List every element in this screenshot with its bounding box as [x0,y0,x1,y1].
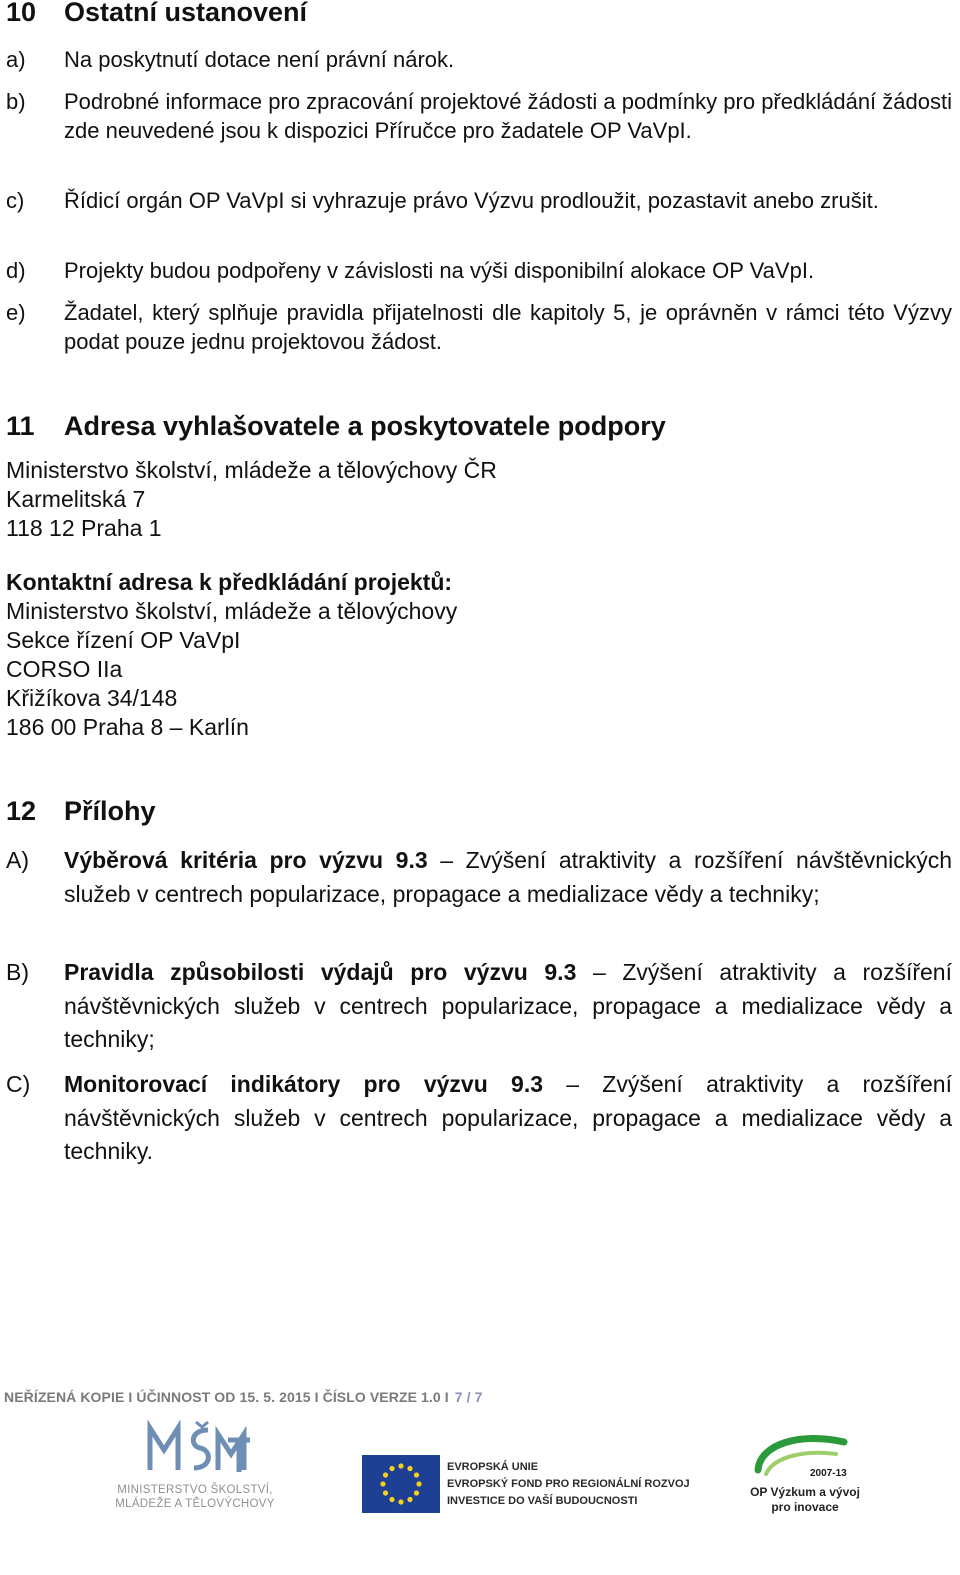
item-label: B) [6,959,29,985]
op-vavpi-logo [740,1430,870,1520]
item-label: A) [6,847,29,873]
eu-line: EVROPSKÁ UNIE [447,1461,539,1473]
op-swoosh-icon [740,1430,870,1482]
attachment-title: Monitorovací indikátory pro výzvu 9.3 [64,1071,543,1097]
attachment-title: Pravidla způsobilosti výdajů pro výzvu 9.3 [64,959,577,985]
msmt-logo-text [100,1483,290,1511]
item-label: e) [6,300,26,325]
address-line: Křižíkova 34/148 [6,685,178,711]
eu-line: EVROPSKÝ FOND PRO REGIONÁLNÍ ROZVOJ [447,1478,690,1490]
eu-line: INVESTICE DO VAŠÍ BUDOUCNOSTI [447,1495,638,1507]
section-title: Adresa vyhlašovatele a poskytovatele podpory [64,411,666,441]
item-label: C) [6,1071,31,1097]
attachment-text: – Zvýšení atraktivity a rozšíření návštěvnických služeb v centrech popularizace, propagace a medializace vědy a techniky. [64,1071,952,1164]
op-logo-text [740,1485,870,1515]
msmt-line: MINISTERSTVO ŠKOLSTVÍ, [117,1484,273,1496]
msmt-logo [100,1420,290,1520]
contact-address [6,568,457,742]
attachment-item [6,956,952,1057]
list-item [6,298,952,356]
attachment-item [6,844,952,911]
item-label: a) [6,47,26,72]
contact-heading: Kontaktní adresa k předkládání projektů: [6,569,453,595]
list-item [6,186,952,215]
op-line: OP Výzkum a vývoj [750,1485,860,1499]
item-text: Žadatel, který splňuje pravidla přijatelnosti dle kapitoly 5, je oprávněn v rámci této Výzvy podat pouze jednu projektovou žádost. [64,300,952,354]
address-line: Ministerstvo školství, mládeže a tělovýchovy ČR [6,457,497,483]
page-footer [4,1389,483,1405]
item-text: Řídicí orgán OP VaVpI si vyhrazuje právo Výzvu prodloužit, pozastavit anebo zrušit. [64,188,879,213]
item-text: Podrobné informace pro zpracování projektové žádosti a podmínky pro předkládání žádosti zde neuvedené jsou k dispozici Příručce pro žadatele OP VaVpI. [64,89,952,143]
page-number: 7 / 7 [454,1389,483,1405]
item-text: Na poskytnutí dotace není právní nárok. [64,47,455,72]
provider-address [6,456,497,543]
address-line: Ministerstvo školství, mládeže a tělovýchovy [6,598,458,624]
address-line: 118 12 Praha 1 [6,515,162,541]
address-line: CORSO IIa [6,656,123,682]
section-10-heading [6,0,307,28]
item-label: b) [6,89,26,114]
section-title: Ostatní ustanovení [64,0,308,27]
section-number: 11 [6,411,35,441]
section-number: 10 [6,0,37,27]
attachment-title: Výběrová kritéria pro výzvu 9.3 [64,847,428,873]
op-years: 2007-13 [810,1468,847,1479]
item-text: Projekty budou podpořeny v závislosti na výši disponibilní alokace OP VaVpI. [64,258,815,283]
address-line: Sekce řízení OP VaVpI [6,627,241,653]
attachment-item [6,1068,952,1169]
section-number: 12 [6,796,37,826]
eu-logo [362,1455,690,1513]
footer-text: NEŘÍZENÁ KOPIE I ÚČINNOST OD 15. 5. 2015 I ČÍSLO VERZE 1.0 I [4,1389,449,1405]
msmt-line: MLÁDEŽE A TĚLOVÝCHOVY [115,1498,275,1510]
logo-bar [0,1420,960,1530]
item-label: d) [6,258,26,283]
item-label: c) [6,188,25,213]
list-item [6,45,952,74]
msmt-emblem-icon [100,1420,290,1482]
eu-flag-icon [362,1455,440,1513]
address-line: 186 00 Praha 8 – Karlín [6,714,249,740]
address-line: Karmelitská 7 [6,486,146,512]
list-item [6,87,952,145]
op-line: pro inovace [771,1500,839,1514]
attachment-text: – Zvýšení atraktivity a rozšíření návštěvnických služeb v centrech popularizace, propagace a medializace vědy a techniky; [64,959,952,1052]
section-title: Přílohy [64,796,156,826]
list-item [6,256,952,285]
attachment-text: – Zvýšení atraktivity a rozšíření návštěvnických služeb v centrech popularizace, propagace a medializace vědy a techniky; [64,847,953,907]
eu-logo-text [447,1459,690,1510]
section-11-heading [6,410,666,442]
section-12-heading [6,795,156,827]
